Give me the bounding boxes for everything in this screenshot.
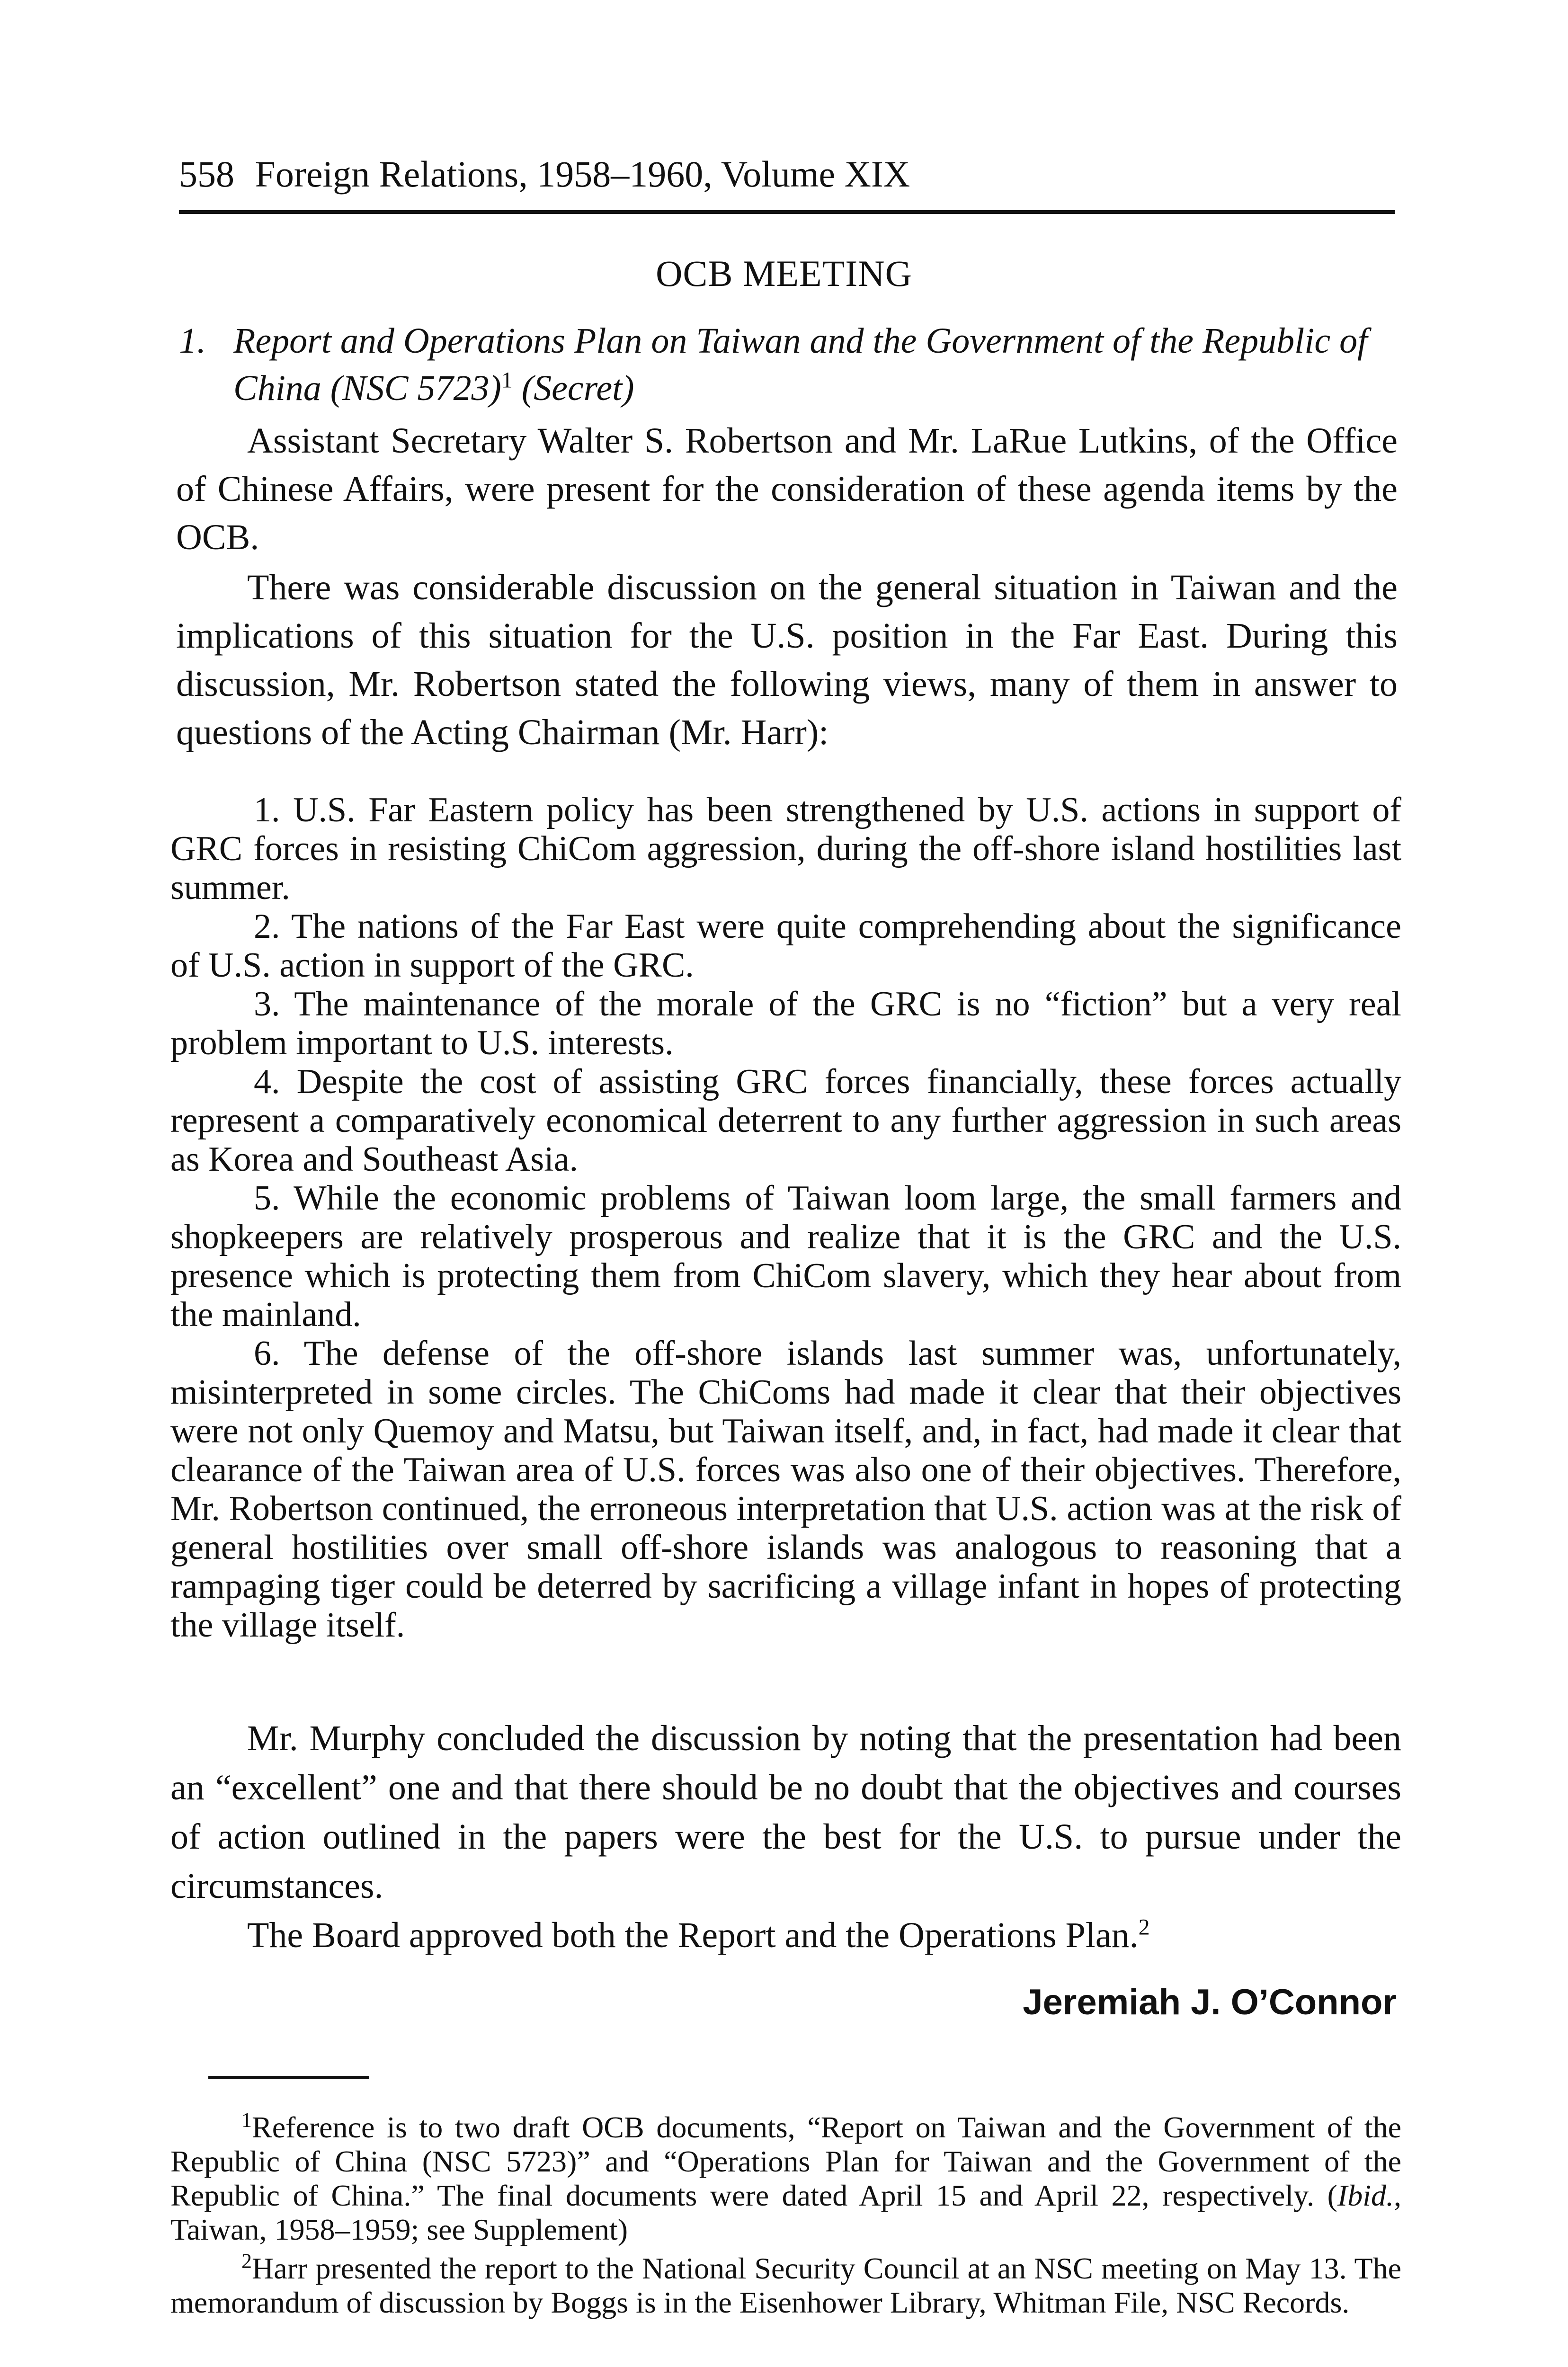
volume-title: Foreign Relations, 1958–1960, Volume XIX <box>255 153 910 195</box>
body-text <box>176 417 1398 756</box>
footnote-1-text: Reference is to two draft OCB documents, “Report on Taiwan and the Government of the Republic of China (NSC 5723)” and “Operations Plan for Taiwan and the Government of the Republic of China.” The final documents were dated April 15 and April 22, respectively. <box>170 2110 1401 2212</box>
footnote-marker-2: 2 <box>241 2249 252 2273</box>
list-item: 3. The maintenance of the morale of the GRC is no “fiction” but a very real problem important to U.S. interests. <box>170 985 1401 1062</box>
footnote-2 <box>170 2251 1401 2320</box>
footnote-1-ibid: Ibid. <box>1337 2179 1394 2212</box>
robertson-views-list <box>170 791 1401 1645</box>
paragraph-discussion: There was considerable discussion on the general situation in Taiwan and the implications of this situation for the U.S. position in the Far East. During this discussion, Mr. Robertson stated the following views, many of them in answer to questions of the Acting Chairman (Mr. Harr): <box>176 568 1398 752</box>
agenda-item-title <box>233 317 1389 412</box>
list-item: 1. U.S. Far Eastern policy has been strengthened by U.S. actions in support of GRC forces in resisting ChiCom aggression, during the off-shore island hostilities last summer. <box>170 791 1401 907</box>
paragraph-attendees: Assistant Secretary Walter S. Robertson and Mr. LaRue Lutkins, of the Office of Chinese Affairs, were present for the consideration of these agenda items by the OCB. <box>176 421 1398 557</box>
approval-text: The Board approved both the Report and the Operations Plan. <box>247 1915 1139 1955</box>
paragraph-murphy: Mr. Murphy concluded the discussion by noting that the presentation had been an “excellent” one and that there should be no doubt that the objectives and courses of action outlined in the papers were the best for the U.S. to pursue under the circumstances. <box>170 1718 1401 1906</box>
page-number: 558 <box>179 153 234 195</box>
footnote-ref-2: 2 <box>1138 1914 1150 1940</box>
header-rule <box>179 210 1395 214</box>
agenda-item-number: 1. <box>179 321 206 361</box>
list-item: 5. While the economic problems of Taiwan loom large, the small farmers and shopkeepers are relatively prosperous and realize that it is the GRC and the U.S. presence which is protecting them from ChiCom slavery, which they hear about from the mainland. <box>170 1179 1401 1334</box>
list-item: 2. The nations of the Far East were quite comprehending about the significance of U.S. action in support of the GRC. <box>170 907 1401 985</box>
signature: Jeremiah J. O’Connor <box>1023 1982 1397 2022</box>
list-item: 4. Despite the cost of assisting GRC forces financially, these forces actually represent a comparatively economical deterrent to any further aggression in such areas as Korea and Southeast Asia. <box>170 1062 1401 1179</box>
footnote-rule <box>208 2076 369 2079</box>
footnote-2-text: Harr presented the report to the National Security Council at an NSC meeting on May 13. The memorandum of discussion by Boggs is in the Eisenhower Library, Whitman File, NSC Records. <box>170 2251 1401 2319</box>
footnote-marker-1: 1 <box>241 2108 252 2132</box>
classification: (Secret) <box>521 368 634 408</box>
running-head <box>179 151 1405 198</box>
agenda-item-title-text: Report and Operations Plan on Taiwan and the Government of the Republic of China (NSC 5723) <box>233 321 1368 408</box>
closing-text <box>170 1714 1401 1960</box>
footnotes <box>170 2110 1401 2324</box>
footnote-1-source: , Taiwan, 1958–1959; see Supplement) <box>170 2179 1402 2246</box>
list-item: 6. The defense of the off-shore islands last summer was, unfortunately, misinterpreted in some circles. The ChiComs had made it clear that their objectives were not only Quemoy and Matsu, but Taiwan itself, and, in fact, had made it clear that clearance of the Taiwan area of U.S. forces was also one of their objectives. Therefore, Mr. Robertson continued, the erroneous interpretation that U.S. action was at the risk of general hostilities over small off-shore islands was analogous to reasoning that a rampaging tiger could be deterred by sacrificing a village infant in hopes of protecting the village itself. <box>170 1334 1401 1645</box>
paragraph-approval <box>170 1911 1401 1960</box>
footnote-ref-1: 1 <box>501 367 513 393</box>
section-title: OCB MEETING <box>656 253 912 294</box>
footnote-1: $^1$Reference is to two draft OCB documents, “Report on Taiwan and the Government of the Republic of China (NSC 5723)” and “Operations Plan for Taiwan and the Government of the Republic of China.” The final documents were dated April 15 and April 22, respectively. (Ibid., Taiwan, 1958–1959; see Supplement) <box>170 2108 1402 2246</box>
